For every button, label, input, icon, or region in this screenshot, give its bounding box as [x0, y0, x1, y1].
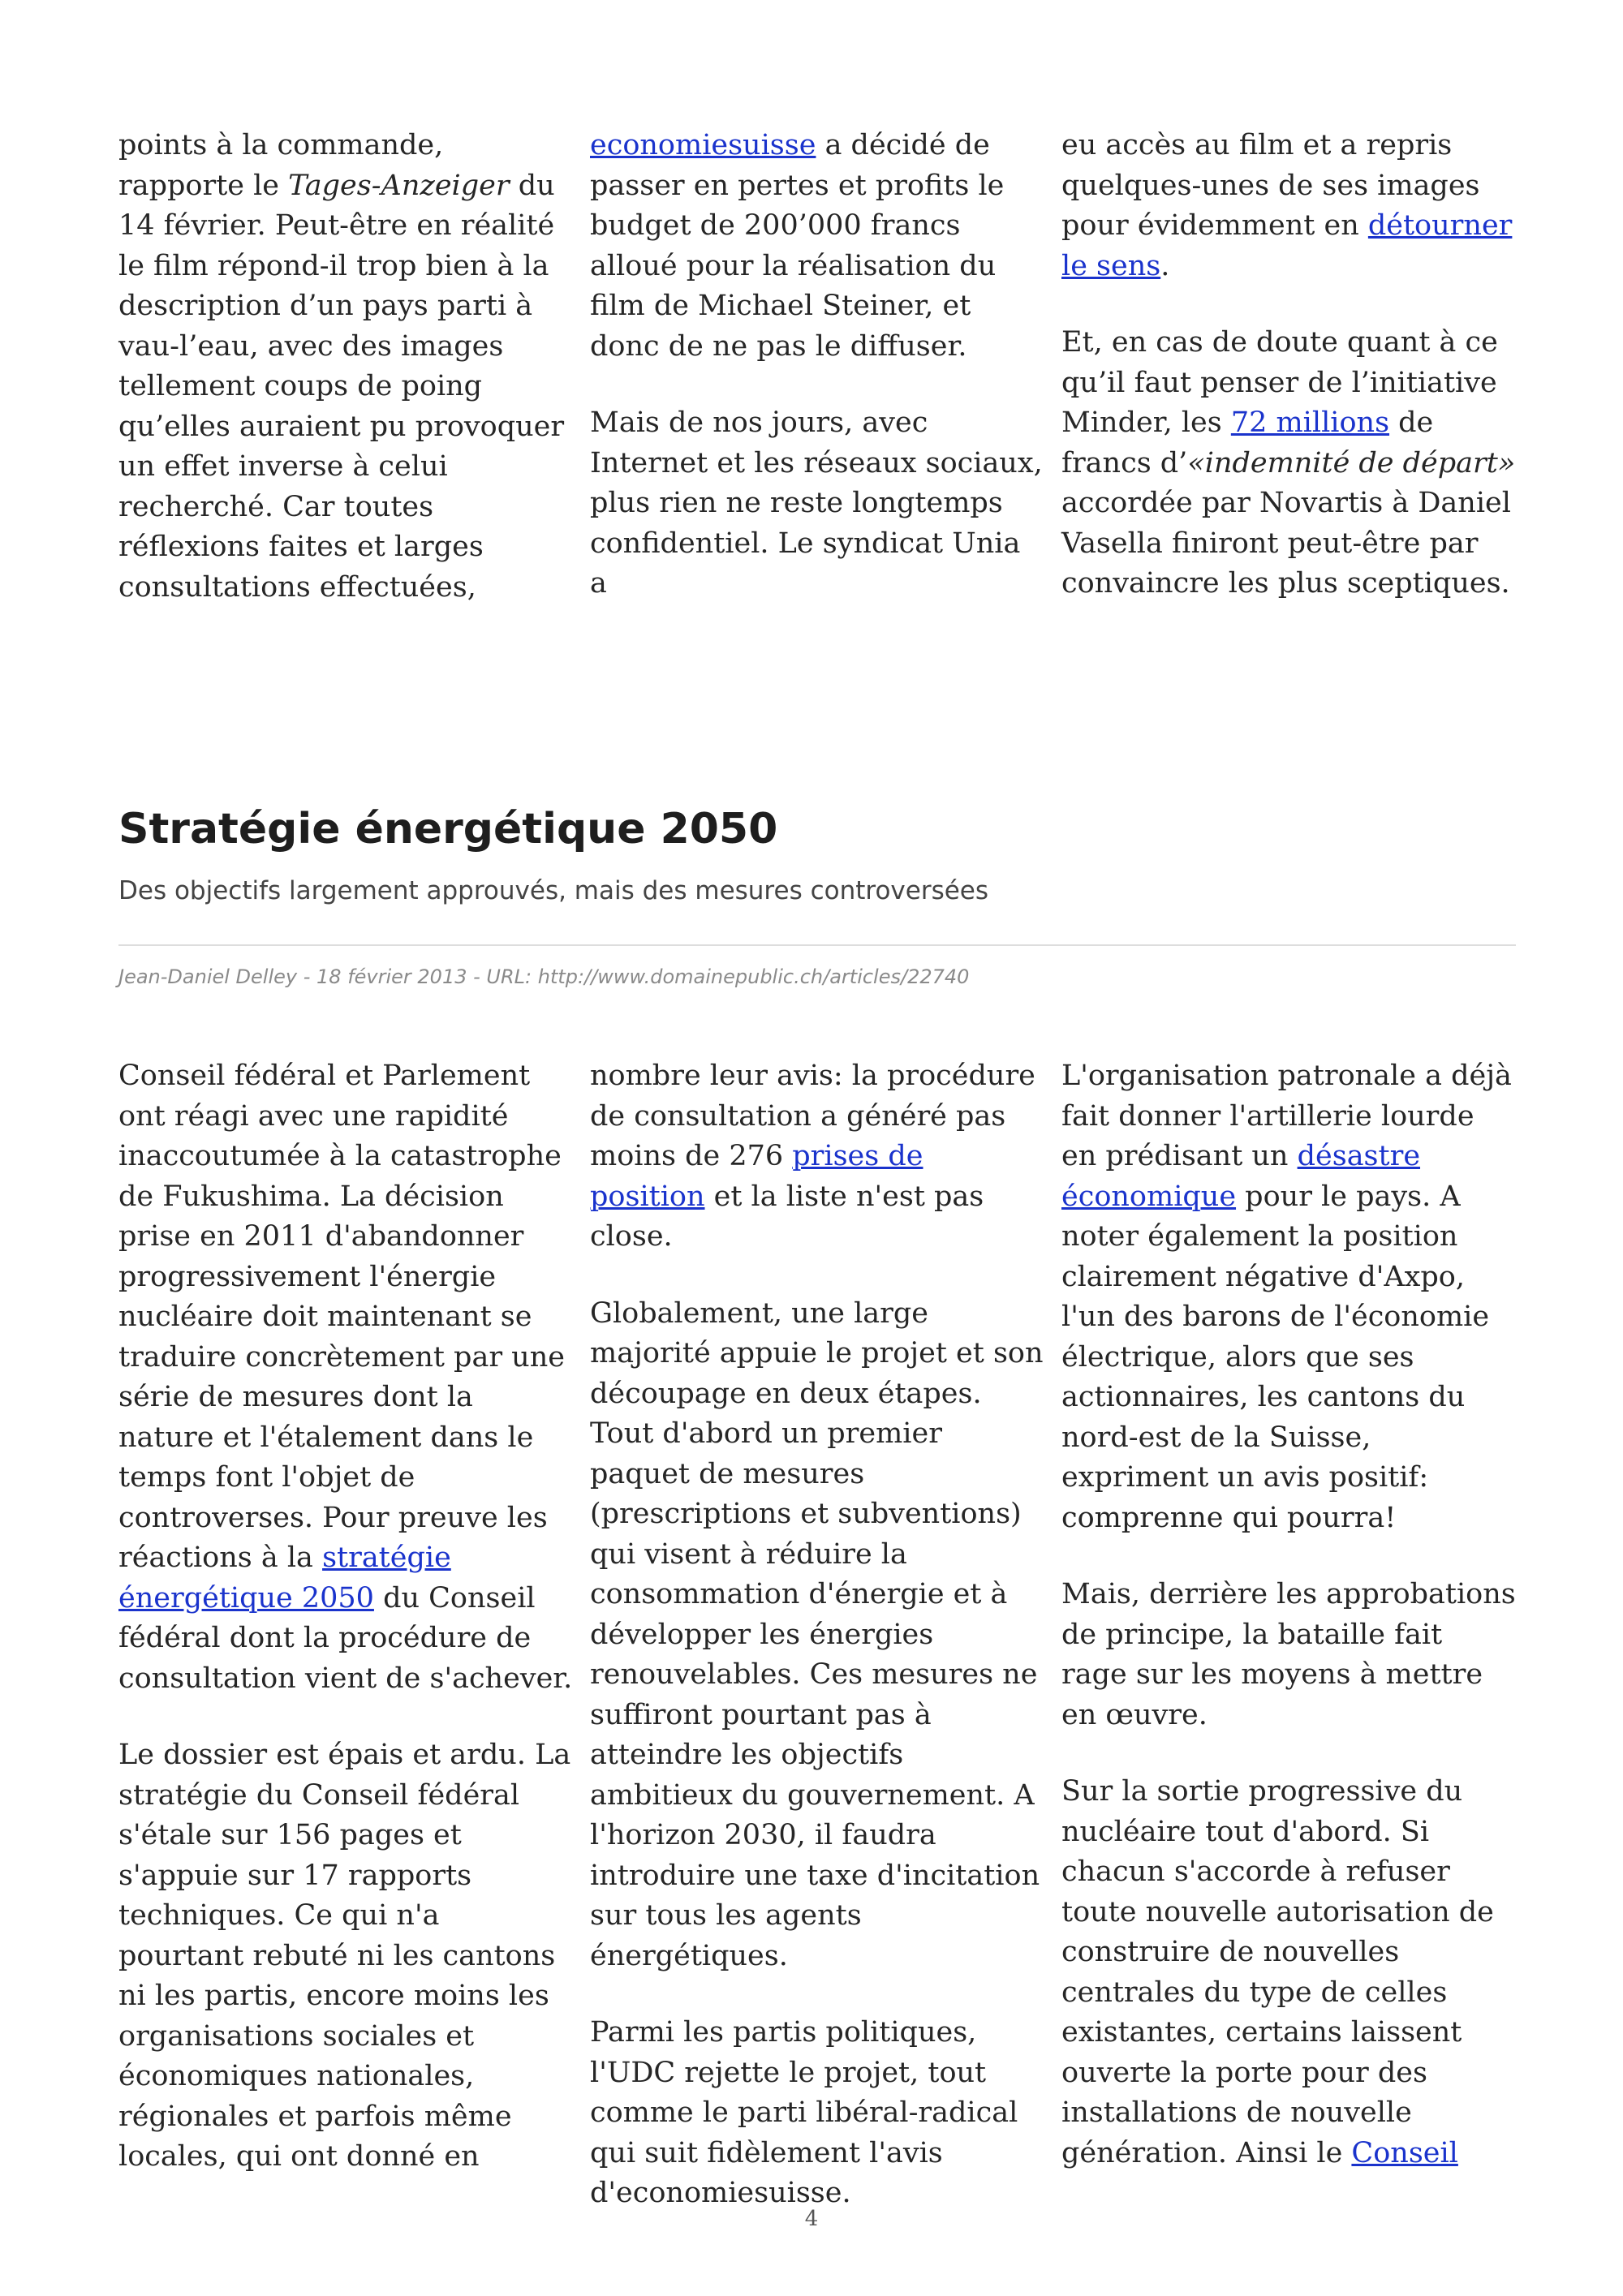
divider — [118, 944, 1516, 946]
newspaper-name: Tages-Anzeiger — [288, 169, 510, 202]
paragraph: economiesuisse a décidé de passer en pertes et profits le budget de 200’000 francs alloué pour la réalisation du film de Michael Steiner, et donc de ne pas le diffuser. — [590, 129, 1005, 363]
paragraph: Sur la sortie progressive du nucléaire tout d'abord. Si chacun s'accorde à refuser toute nouvelle autorisation de construire de nouvelles centrales du type de celles existantes, certains laissent ouverte la porte pour des installations de nouvelle génération. Ainsi le Conseil — [1061, 1775, 1494, 2169]
link-prises-de-position[interactable]: prises de position — [590, 1140, 923, 1213]
article-title: Stratégie énergétique 2050 — [118, 805, 778, 853]
paragraph: Conseil fédéral et Parlement ont réagi avec une rapidité inaccoutumée à la catastrophe de Fukushima. La décision prise en 2011 d'abandonner progressivement l'énergie nucléaire doit maintenant se traduire concrètement par une série de mesures dont la nature et l'étalement dans le temps font l'objet de controverses. Pour preuve les réactions à la stratégie énergétique 2050 du Conseil fédéral dont la procédure de consultation vient de s'achever. — [118, 1060, 573, 1695]
paragraph: Globalement, une large majorité appuie le projet et son découpage en deux étapes. Tout d'abord un premier paquet de mesures (prescriptions et subventions) qui visent à réduire la consommation d'énergie et à développer les énergies renouvelables. Ces mesures ne suffiront pourtant pas à atteindre les objectifs ambitieux du gouvernement. A l'horizon 2030, il faudra introduire une taxe d'incitation sur tous les agents énergétiques. — [590, 1296, 1044, 1972]
article-body-columns — [118, 1056, 1516, 2214]
column-3 — [1061, 1056, 1516, 2214]
column-2 — [590, 126, 1044, 608]
paragraph: eu accès au film et a repris quelques-unes de ses images pour évidemment en détourner le sens. — [1061, 129, 1513, 282]
paragraph: Le dossier est épais et ardu. La stratégie du Conseil fédéral s'étale sur 156 pages et s'appuie sur 17 rapports techniques. Ce qui n'a pourtant rebuté ni les cantons ni les partis, encore moins les organisations sociales et économiques nationales, régionales et parfois même locales, qui ont donné en — [118, 1739, 571, 2173]
column-2 — [590, 1056, 1044, 2214]
link-economiesuisse[interactable]: economiesuisse — [590, 129, 816, 161]
column-1 — [118, 1056, 573, 2214]
article-meta: Jean-Daniel Delley - 18 février 2013 - URL: http://www.domainepublic.ch/articles/22740 — [118, 965, 970, 988]
paragraph: L'organisation patronale a déjà fait donner l'artillerie lourde en prédisant un désastre économique pour le pays. A noter également la position clairement négative d'Axpo, l'un des barons de l'économie électrique, alors que ses actionnaires, les cantons du nord-est de la Suisse, expriment un avis positif: comprenne qui pourra! — [1061, 1060, 1512, 1534]
link-desastre-economique[interactable]: désastre économique — [1061, 1140, 1421, 1213]
article-subtitle: Des objectifs largement approuvés, mais des mesures controversées — [118, 876, 989, 905]
paragraph: Mais de nos jours, avec Internet et les réseaux sociaux, plus rien ne reste longtemps confidentiel. Le syndicat Unia a — [590, 406, 1043, 600]
paragraph: points à la commande, rapporte le Tages-Anzeiger du 14 février. Peut-être en réalité le film répond-il trop bien à la description d’un pays parti à vau-l’eau, avec des images tellement coups de poing qu’elles auraient pu provoquer un effet inverse à celui recherché. Car toutes réflexions faites et larges consultations effectuées, — [118, 129, 565, 604]
column-1 — [118, 126, 573, 608]
paragraph: nombre leur avis: la procédure de consultation a généré pas moins de 276 prises de position et la liste n'est pas close. — [590, 1060, 1035, 1253]
paragraph: Parmi les partis politiques, l'UDC rejette le projet, tout comme le parti libéral-radical qui suit fidèlement l'avis d'economiesuisse. — [590, 2016, 1018, 2209]
link-strategie-energetique[interactable]: stratégie énergétique 2050 — [118, 1541, 451, 1615]
column-3 — [1061, 126, 1516, 608]
paragraph: Mais, derrière les approbations de principe, la bataille fait rage sur les moyens à mettre en œuvre. — [1061, 1578, 1516, 1731]
paragraph: Et, en cas de doute quant à ce qu’il faut penser de l’initiative Minder, les 72 millions de francs d’«indemnité de départ» accordée par Novartis à Daniel Vasella finiront peut-être par convaincre les plus sceptiques. — [1061, 326, 1516, 600]
link-72-millions[interactable]: 72 millions — [1230, 406, 1390, 439]
page-number: 4 — [804, 2207, 819, 2231]
link-detourner-le-sens[interactable]: détourner le sens — [1061, 209, 1513, 282]
link-conseil[interactable]: Conseil — [1351, 2136, 1458, 2169]
continued-article-columns — [118, 126, 1516, 608]
